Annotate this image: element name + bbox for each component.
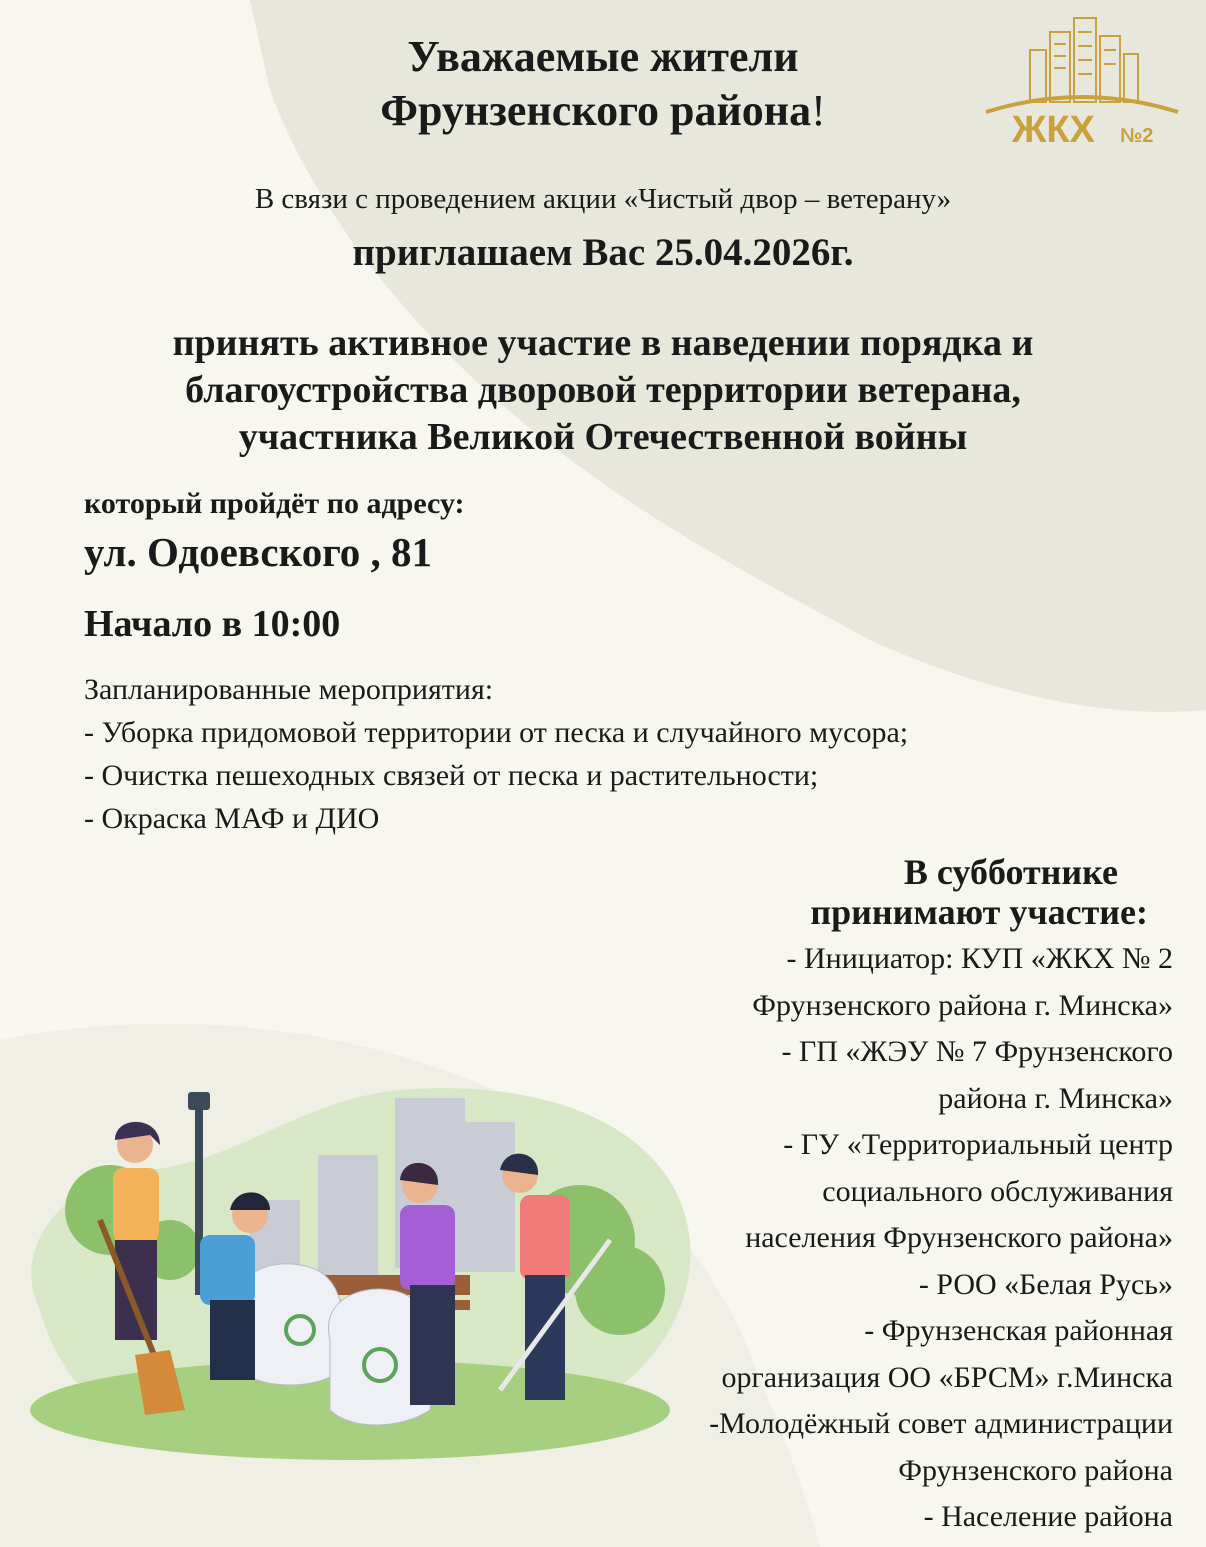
events-list — [84, 668, 908, 840]
event-item: - Окраска МАФ и ДИО — [84, 802, 380, 835]
logo-text: ЖКХ — [1012, 109, 1095, 150]
participant-line: района г. Минска» — [938, 1081, 1173, 1115]
address: ул. Одоевского , 81 — [84, 529, 433, 575]
invite-line-3: участника Великой Отечественной войны — [238, 416, 968, 458]
event-item: - Уборка придомовой территории от песка и случайного мусора; — [84, 716, 909, 749]
participants-heading-line-2: принимают участие: — [810, 892, 1148, 932]
invite-date: приглашаем Вас 25.04.2026г. — [352, 231, 854, 274]
participant-line: Фрунзенского района — [898, 1453, 1173, 1487]
address-label: который пройдёт по адресу: — [84, 487, 465, 520]
volunteers-illustration — [0, 1010, 700, 1460]
participant-line: населения Фрунзенского района» — [745, 1221, 1173, 1254]
invite-text — [0, 320, 1206, 461]
logo-number: №2 — [1120, 125, 1154, 147]
participant-line: - Фрунзенская районная — [864, 1314, 1173, 1347]
invite-line-1: принять активное участие в наведении порядка и — [172, 322, 1034, 364]
participants-heading — [810, 852, 1148, 932]
participants-heading-line-1: В субботнике — [903, 852, 1118, 892]
participant-line: - ГУ «Территориальный центр — [783, 1128, 1173, 1161]
page-title — [0, 30, 1206, 138]
invite-line-2: благоустройства дворовой территории ветерана, — [185, 369, 1021, 411]
start-time: Начало в 10:00 — [84, 603, 341, 645]
participant-line: - ГП «ЖЭУ № 7 Фрунзенского — [781, 1035, 1173, 1068]
events-heading: Запланированные мероприятия: — [84, 673, 494, 706]
participant-line: - Население района — [923, 1500, 1173, 1533]
title-line-2-text: Фрунзенского района — [380, 86, 812, 135]
participant-line: организация ОО «БРСМ» г.Минска — [721, 1360, 1173, 1394]
participant-line: Фрунзенского района г. Минска» — [752, 988, 1173, 1022]
participant-line: социального обслуживания — [822, 1174, 1173, 1208]
participant-line: - Инициатор: КУП «ЖКХ № 2 — [786, 942, 1173, 975]
title-line-2 — [0, 84, 1206, 138]
title-mark: ! — [811, 86, 826, 135]
participant-line: - РОО «Белая Русь» — [918, 1267, 1173, 1301]
intro-text: В связи с проведением акции «Чистый двор – ветерану» — [254, 183, 952, 215]
title-line-1: Уважаемые жители — [407, 32, 799, 81]
participant-line: -Молодёжный совет администрации — [709, 1407, 1173, 1440]
participants-list — [709, 936, 1173, 1541]
event-item: - Очистка пешеходных связей от песка и растительности; — [84, 759, 819, 792]
